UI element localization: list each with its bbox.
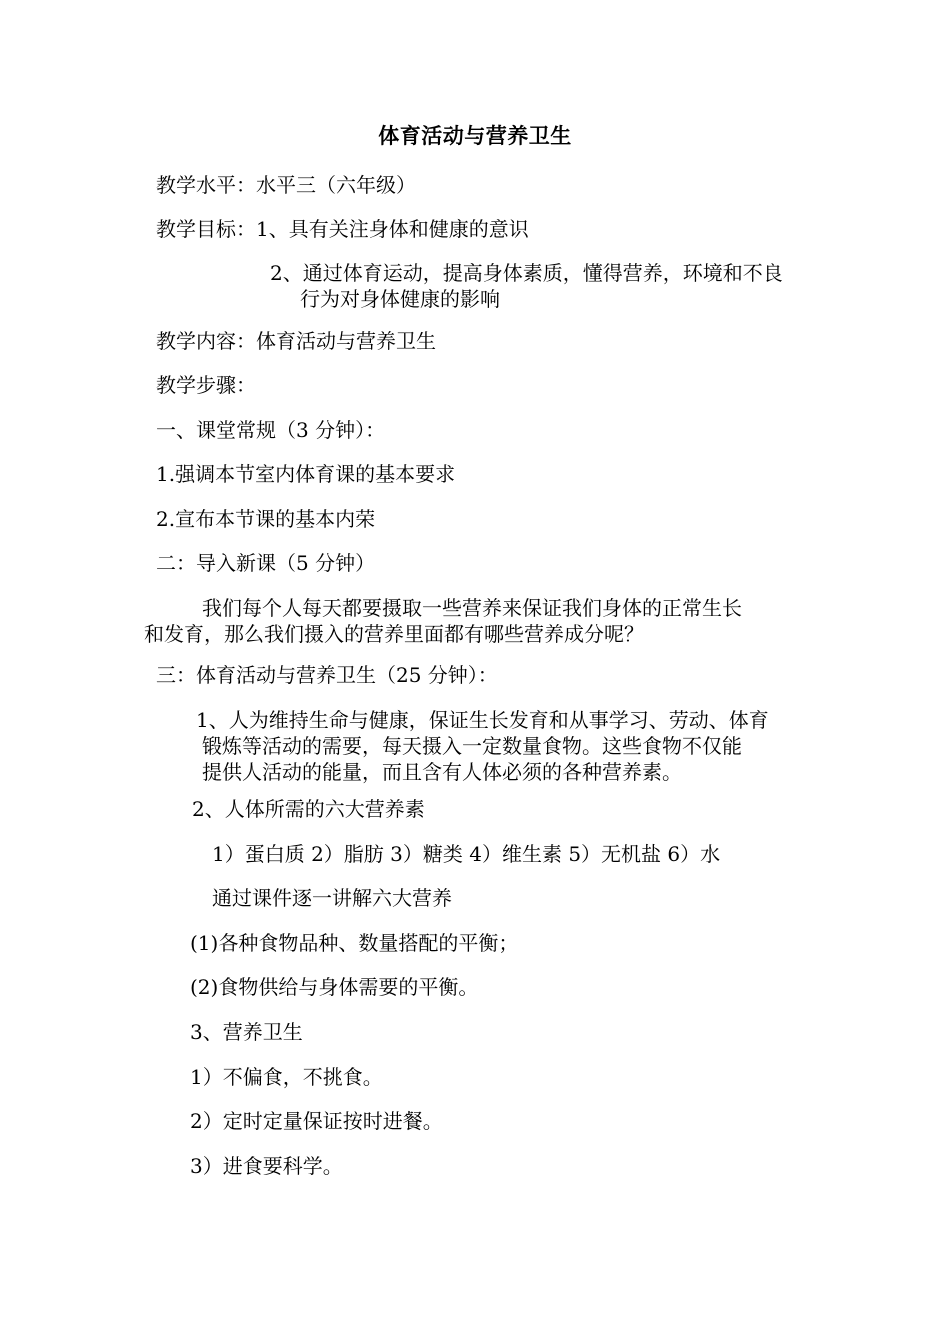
section-1-item-1: 1.强调本节室内体育课的基本要求 <box>156 462 456 486</box>
hygiene-item-2: 2）定时定量保证按时进餐。 <box>190 1109 443 1133</box>
teaching-goal-2-line-2: 行为对身体健康的影响 <box>300 287 500 311</box>
teaching-goal-2 <box>270 260 783 312</box>
section-2-heading: 二：导入新课（5 分钟） <box>156 551 376 575</box>
balance-item-2: (2)食物供给与身体需要的平衡。 <box>190 975 479 999</box>
section-1-heading: 一、课堂常规（3 分钟）： <box>156 418 386 442</box>
section-3-paragraph-1 <box>196 707 769 785</box>
hygiene-heading: 3、营养卫生 <box>190 1020 303 1044</box>
section-2-paragraph <box>144 595 742 647</box>
balance-item-1: (1)各种食物品种、数量搭配的平衡； <box>190 931 519 955</box>
hygiene-item-3: 3）进食要科学。 <box>190 1154 343 1178</box>
nutrients-list: 1）蛋白质 2）脂肪 3）糖类 4）维生素 5）无机盐 6）水 <box>212 842 721 866</box>
section-3-heading: 三：体育活动与营养卫生（25 分钟）： <box>156 663 498 687</box>
section-1-item-2: 2.宣布本节课的基本内荣 <box>156 507 376 531</box>
document-title: 体育活动与营养卫生 <box>378 123 572 148</box>
hygiene-item-1: 1）不偏食，不挑食。 <box>190 1065 383 1089</box>
section-3-paragraph-1-line-1: 1、人为维持生命与健康，保证生长发育和从事学习、劳动、体育 <box>196 708 769 732</box>
section-2-paragraph-line-2: 和发育，那么我们摄入的营养里面都有哪些营养成分呢？ <box>144 622 644 646</box>
teaching-content: 教学内容：体育活动与营养卫生 <box>156 329 436 353</box>
teaching-goal-2-line-1: 2、通过体育运动，提高身体素质，懂得营养，环境和不良 <box>270 261 783 285</box>
teaching-steps: 教学步骤： <box>156 373 256 397</box>
explain-line: 通过课件逐一讲解六大营养 <box>212 886 452 910</box>
section-3-paragraph-1-line-2: 锻炼等活动的需要，每天摄入一定数量食物。这些食物不仅能 <box>202 734 742 758</box>
section-3-paragraph-1-line-3: 提供人活动的能量，而且含有人体必须的各种营养素。 <box>202 760 682 784</box>
section-2-paragraph-line-1: 我们每个人每天都要摄取一些营养来保证我们身体的正常生长 <box>202 596 742 620</box>
section-3-paragraph-2: 2、人体所需的六大营养素 <box>192 797 425 821</box>
teaching-level: 教学水平：水平三（六年级） <box>156 173 416 197</box>
teaching-goal-1: 教学目标：1、具有关注身体和健康的意识 <box>156 217 529 241</box>
